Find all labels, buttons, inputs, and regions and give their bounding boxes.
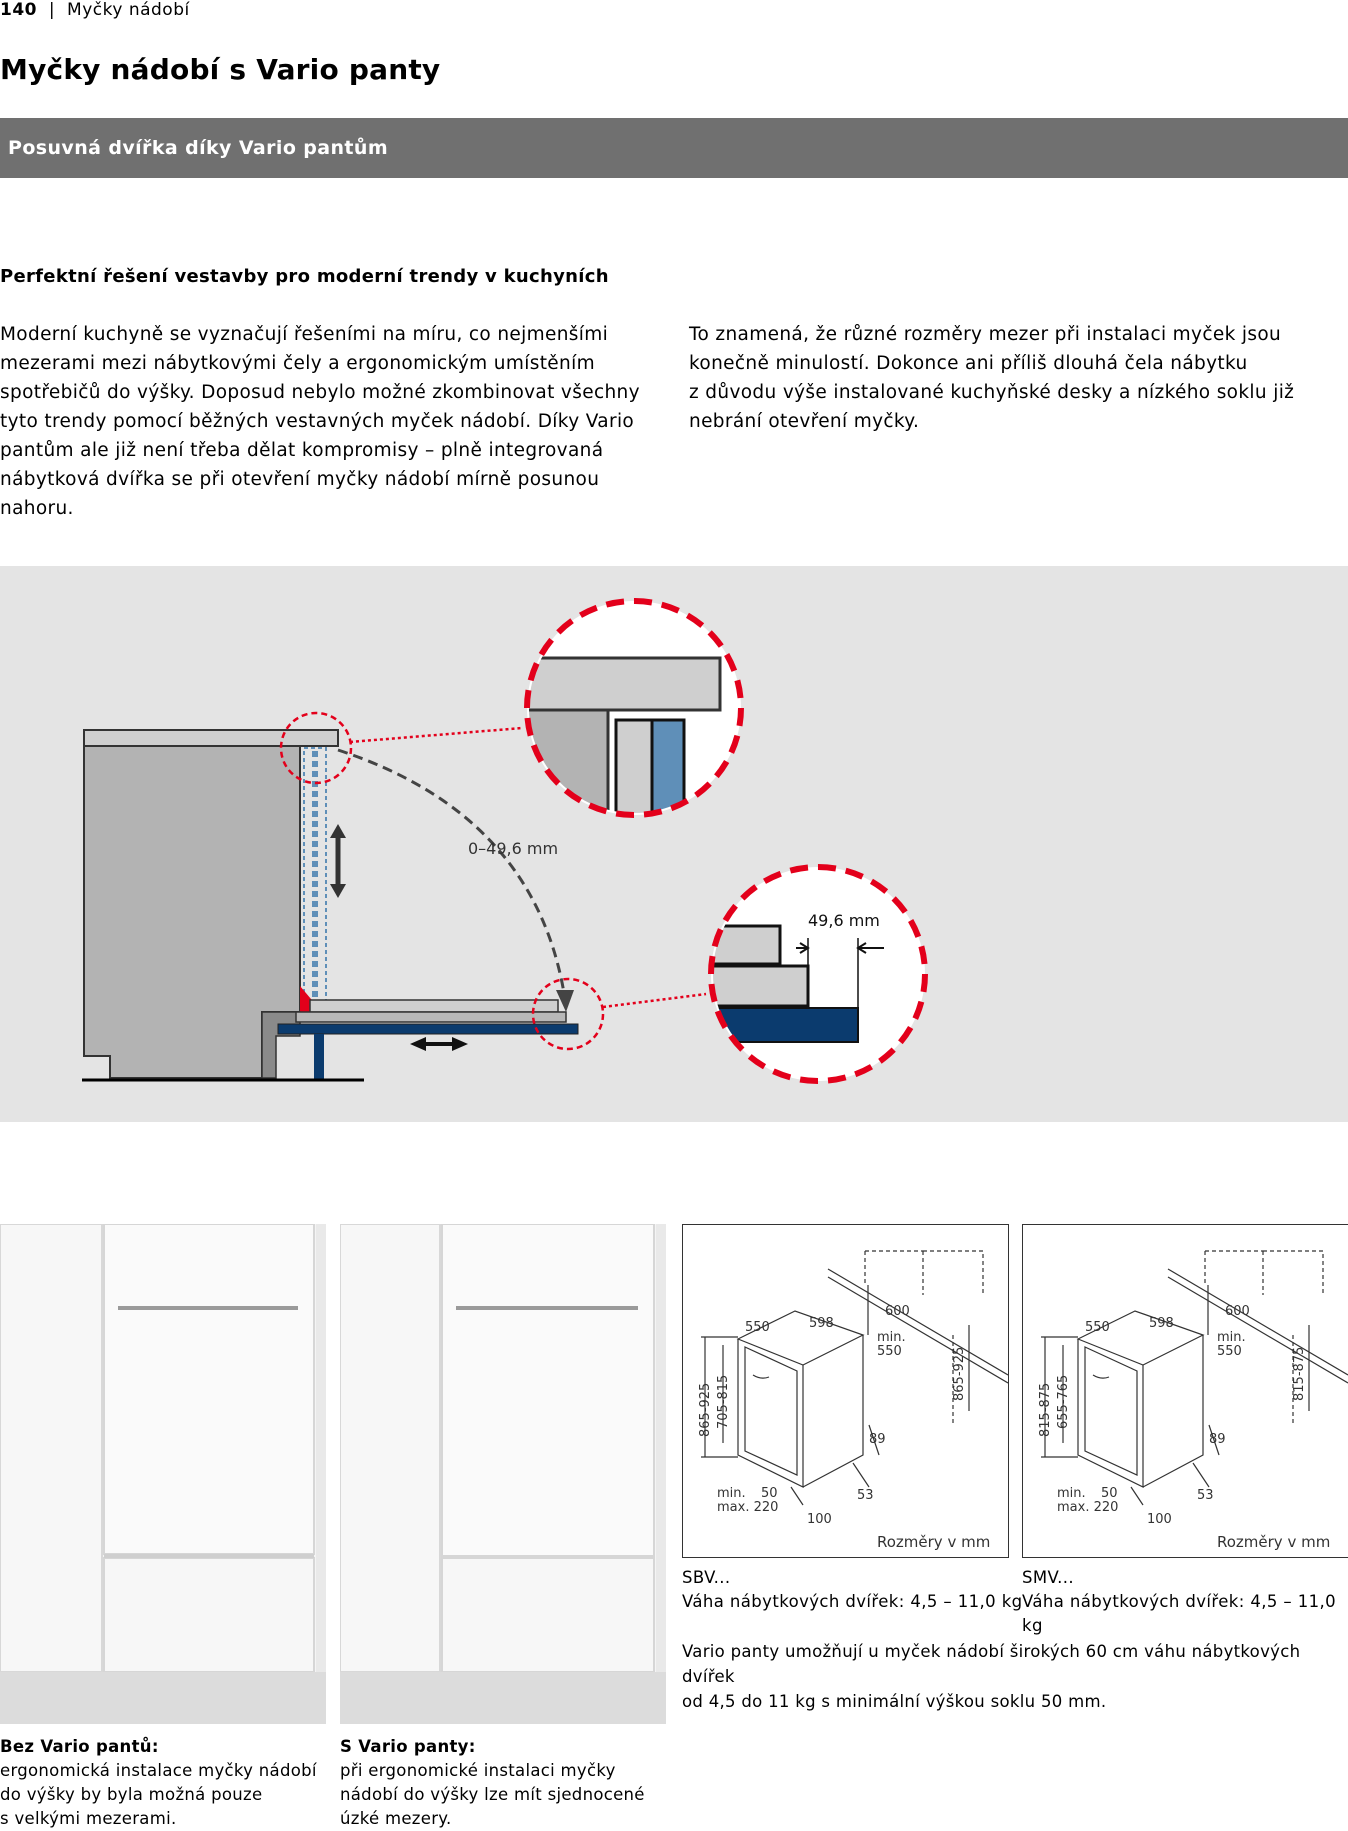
body-line: To znamená, že různé rozměry mezer při instalaci myček jsou bbox=[689, 324, 1282, 345]
model-weight: Váha nábytkových dvířek: 4,5 – 11,0 kg bbox=[682, 1592, 1023, 1611]
dim-h-inner: 655-765 bbox=[1056, 1374, 1071, 1429]
separator: | bbox=[48, 0, 56, 20]
body-column-1 bbox=[0, 320, 670, 523]
body-line: nahoru. bbox=[0, 498, 74, 519]
caption-line: nádobí do výšky lze mít sjednocené bbox=[340, 1785, 645, 1804]
dim-w3: 600 bbox=[1225, 1304, 1250, 1319]
model-smv bbox=[1022, 1566, 1348, 1638]
dim-min: min. bbox=[877, 1330, 906, 1345]
dim-max-label: max. 220 bbox=[1057, 1500, 1119, 1515]
model-sbv bbox=[682, 1566, 1023, 1614]
detail-bottom bbox=[700, 867, 925, 1081]
body-line: mezerami mezi nábytkovými čely a ergonomickým umístěním bbox=[0, 353, 595, 374]
page-title: Myčky nádobí s Vario panty bbox=[0, 53, 441, 86]
body-line: z důvodu výše instalované kuchyňské desky a nízkého soklu již bbox=[689, 382, 1295, 403]
plinth-bar bbox=[278, 1024, 578, 1034]
dim-w2: 598 bbox=[809, 1316, 834, 1331]
body-line: tyto trendy pomocí běžných vestavných myček nádobí. Díky Vario bbox=[0, 411, 635, 432]
running-head bbox=[0, 0, 190, 20]
dim-89: 89 bbox=[1209, 1432, 1226, 1447]
model-name: SBV... bbox=[682, 1568, 731, 1587]
dim-53: 53 bbox=[857, 1488, 874, 1503]
subheading: Perfektní řešení vestavby pro moderní trendy v kuchyních bbox=[0, 266, 609, 287]
dim-550: 550 bbox=[877, 1344, 902, 1359]
hinge-diagram bbox=[0, 566, 1348, 1122]
caption-title: S Vario panty: bbox=[340, 1737, 476, 1756]
section-banner bbox=[0, 118, 1348, 178]
body-line: spotřebičů do výšky. Doposud nebylo možné zkombinovat všechny bbox=[0, 382, 640, 403]
units-label: Rozměry v mm bbox=[877, 1533, 991, 1551]
page-number: 140 bbox=[0, 0, 37, 20]
dim-89: 89 bbox=[869, 1432, 886, 1447]
arc-label: 0–49,6 mm bbox=[468, 839, 559, 858]
connector-top bbox=[350, 728, 522, 742]
dim-100: 100 bbox=[1147, 1512, 1172, 1527]
caption-line: při ergonomické instalaci myčky bbox=[340, 1761, 616, 1780]
body-line: pantům ale již není třeba dělat kompromisy – plně integrovaná bbox=[0, 440, 604, 461]
body-line: nábytková dvířka se při otevření myčky nádobí mírně posunou bbox=[0, 469, 600, 490]
dim-min-label: min. bbox=[717, 1486, 746, 1501]
note-line: od 4,5 do 11 kg s minimální výškou soklu 50 mm. bbox=[682, 1692, 1107, 1711]
units-label: Rozměry v mm bbox=[1217, 1533, 1331, 1551]
dim-550: 550 bbox=[1217, 1344, 1242, 1359]
banner-text: Posuvná dvířka díky Vario pantům bbox=[8, 137, 389, 159]
body-column-2 bbox=[689, 320, 1348, 436]
dim-h-inner: 705-815 bbox=[716, 1374, 731, 1429]
dim-min-val: 50 bbox=[761, 1486, 778, 1501]
dim-max-label: max. 220 bbox=[717, 1500, 779, 1515]
section-name: Myčky nádobí bbox=[67, 0, 190, 20]
opening-arc bbox=[338, 750, 566, 1006]
open-door-top bbox=[310, 1000, 558, 1012]
vario-note bbox=[682, 1639, 1348, 1714]
caption-without-vario bbox=[0, 1735, 330, 1831]
caption-with-vario bbox=[340, 1735, 670, 1831]
caption-line: ergonomická instalace myčky nádobí bbox=[0, 1761, 317, 1780]
note-line: Vario panty umožňují u myček nádobí širokých 60 cm váhu nábytkových dvířek bbox=[682, 1642, 1301, 1686]
open-door-mid bbox=[296, 1012, 566, 1022]
dim-min-label: min. bbox=[1057, 1486, 1086, 1501]
vertical-arrow-icon bbox=[330, 824, 346, 898]
dim-100: 100 bbox=[807, 1512, 832, 1527]
caption-line: úzké mezery. bbox=[340, 1809, 452, 1828]
dimension-drawing-smv bbox=[1022, 1224, 1348, 1558]
horizontal-arrow-icon bbox=[410, 1037, 468, 1051]
dim-w2: 598 bbox=[1149, 1316, 1174, 1331]
plinth-leg bbox=[314, 1034, 324, 1080]
model-weight: Váha nábytkových dvířek: 4,5 – 11,0 kg bbox=[1022, 1592, 1337, 1635]
body-line: konečně minulostí. Dokonce ani příliš dlouhá čela nábytku bbox=[689, 353, 1248, 374]
caption-line: do výšky by byla možná pouze bbox=[0, 1785, 263, 1804]
photo-with-vario bbox=[340, 1224, 666, 1724]
dimension-drawing-sbv bbox=[682, 1224, 1009, 1558]
model-name: SMV... bbox=[1022, 1568, 1075, 1587]
vario-hinge-illustration bbox=[0, 566, 1348, 1122]
photo-without-vario bbox=[0, 1224, 326, 1724]
dim-min-val: 50 bbox=[1101, 1486, 1118, 1501]
caption-title: Bez Vario pantů: bbox=[0, 1737, 159, 1756]
dim-53: 53 bbox=[1197, 1488, 1214, 1503]
worktop bbox=[84, 730, 338, 746]
connector-bottom bbox=[603, 994, 706, 1007]
body-line: nebrání otevření myčky. bbox=[689, 411, 920, 432]
dim-h-right: 865-925 bbox=[952, 1346, 967, 1401]
caption-line: s velkými mezerami. bbox=[0, 1809, 177, 1828]
base-step bbox=[262, 1012, 300, 1078]
body-line: Moderní kuchyně se vyznačují řešeními na míru, co nejmenšími bbox=[0, 324, 609, 345]
dim-h-right: 815-875 bbox=[1292, 1346, 1307, 1401]
dim-w3: 600 bbox=[885, 1304, 910, 1319]
dim-h-outer: 865-925 bbox=[698, 1382, 713, 1437]
dim-w1: 550 bbox=[1085, 1320, 1110, 1335]
detail-label: 49,6 mm bbox=[808, 911, 880, 930]
dim-h-outer: 815-875 bbox=[1038, 1382, 1053, 1437]
dim-min: min. bbox=[1217, 1330, 1246, 1345]
detail-top bbox=[520, 601, 741, 820]
dim-w1: 550 bbox=[745, 1320, 770, 1335]
